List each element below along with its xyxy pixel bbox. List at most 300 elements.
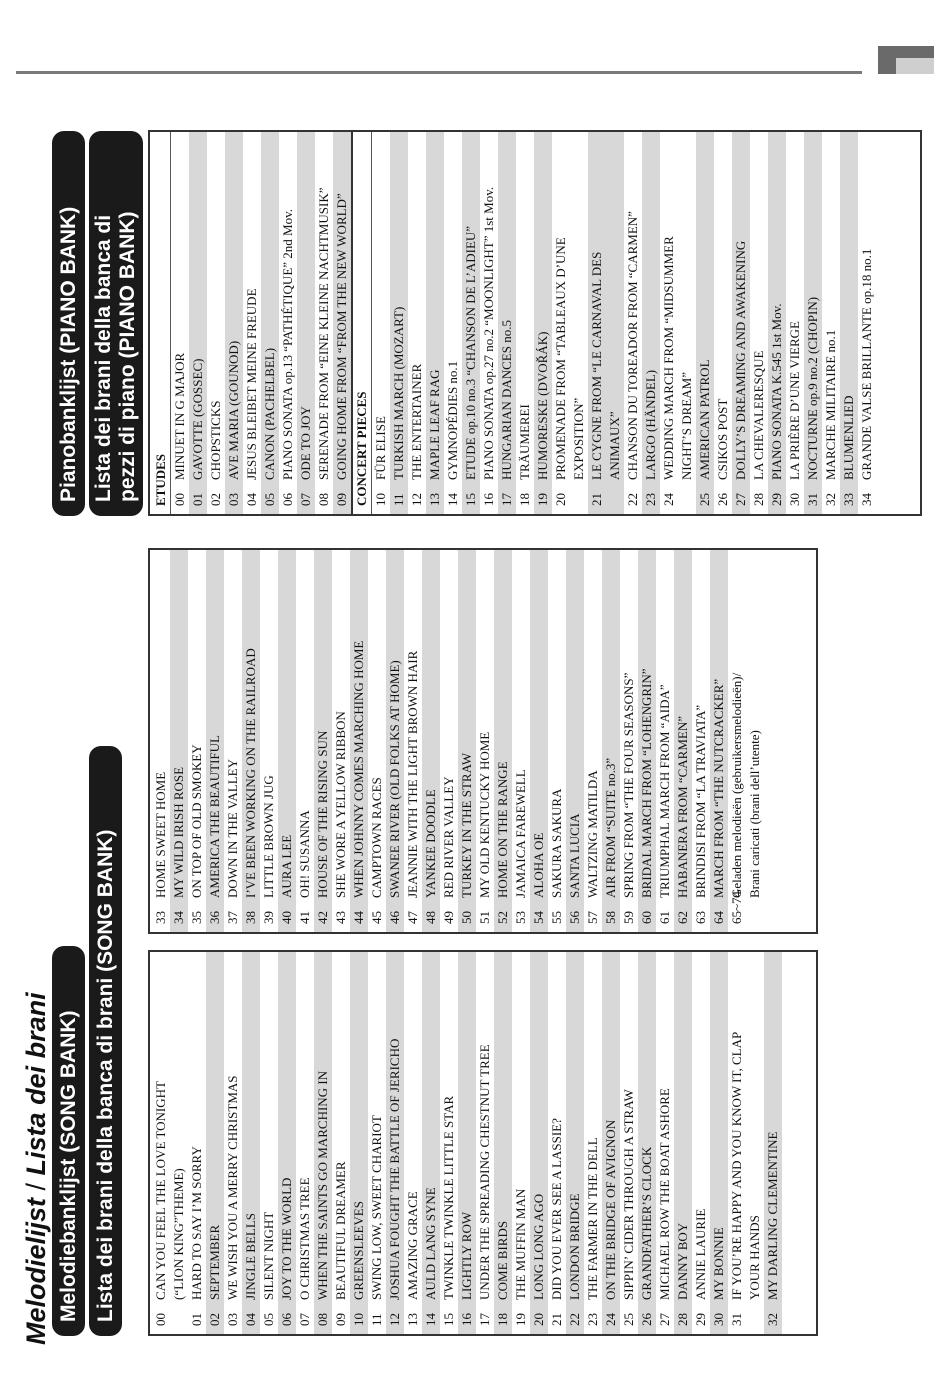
item-number: 37 bbox=[225, 911, 240, 924]
item-number: 44 bbox=[351, 911, 366, 924]
item-number bbox=[746, 1300, 764, 1334]
item-title: (“LION KING”THEME) bbox=[171, 1168, 186, 1300]
item-number: 51 bbox=[477, 911, 492, 924]
item-number: 14 bbox=[445, 493, 460, 506]
list-item bbox=[638, 550, 656, 932]
item-number: 04 bbox=[244, 493, 259, 506]
item-title: GAVOTTE (GOSSEC) bbox=[190, 358, 205, 480]
item-number: 07 bbox=[298, 493, 313, 506]
item-number: 03 bbox=[225, 1313, 240, 1326]
item-number: 34 bbox=[171, 911, 186, 924]
title-nl: Melodielijst bbox=[21, 1197, 51, 1345]
list-item bbox=[386, 952, 404, 1334]
list-item bbox=[674, 550, 692, 932]
piano-bank-header-it bbox=[89, 131, 143, 516]
song-bank-list-1 bbox=[152, 952, 782, 1334]
list-item bbox=[494, 952, 512, 1334]
list-item bbox=[746, 952, 764, 1334]
list-item bbox=[588, 132, 606, 514]
item-number: 12 bbox=[387, 1313, 402, 1326]
item-number: 13 bbox=[405, 1313, 420, 1326]
item-number bbox=[678, 480, 696, 514]
list-item bbox=[642, 132, 660, 514]
item-number: 00 bbox=[172, 493, 187, 506]
list-item bbox=[332, 550, 350, 932]
item-number: 20 bbox=[553, 493, 568, 506]
list-item bbox=[476, 952, 494, 1334]
item-title: SAKURA SAKURA bbox=[549, 788, 564, 898]
item-title: DID YOU EVER SEE A LASSIE? bbox=[549, 1118, 564, 1300]
list-item bbox=[530, 550, 548, 932]
item-number: 33 bbox=[841, 493, 856, 506]
item-title: GREENSLEEVES bbox=[351, 1201, 366, 1300]
list-item bbox=[476, 550, 494, 932]
list-item bbox=[750, 132, 768, 514]
item-title: CHANSON DU TOREADOR FROM “CARMEN” bbox=[625, 211, 640, 480]
item-title: SERENADE FROM “EINE KLEINE NACHTMUSIK” bbox=[316, 187, 331, 480]
corner-tab-light bbox=[896, 58, 934, 74]
list-item bbox=[822, 132, 840, 514]
item-title: MY WILD IRISH ROSE bbox=[171, 766, 186, 898]
list-item bbox=[692, 550, 710, 932]
item-number: 11 bbox=[391, 493, 406, 506]
list-item bbox=[314, 550, 332, 932]
item-title: PIANO SONATA op.13 “PATHÉTIQUE” 2nd Mov. bbox=[280, 209, 295, 480]
list-item bbox=[261, 132, 279, 514]
list-item bbox=[566, 952, 584, 1334]
item-number: 03 bbox=[226, 493, 241, 506]
item-title: O CHRISTMAS TREE bbox=[297, 1177, 312, 1300]
item-title: LE CYGNE FROM “LE CARNAVAL DES bbox=[589, 251, 604, 480]
item-title: Geladen melodieën (gebruikersmelodieën)/ bbox=[729, 672, 744, 898]
item-title: AMAZING GRACE bbox=[405, 1191, 420, 1300]
item-title: I’VE BEEN WORKING ON THE RAILROAD bbox=[243, 648, 258, 898]
item-title: SWANEE RIVER (OLD FOLKS AT HOME) bbox=[387, 660, 402, 898]
item-title: UNDER THE SPREADING CHESTNUT TREE bbox=[477, 1044, 492, 1300]
list-item bbox=[297, 132, 315, 514]
list-item bbox=[188, 550, 206, 932]
item-title: ON TOP OF OLD SMOKEY bbox=[189, 744, 204, 898]
list-item bbox=[333, 132, 351, 514]
item-number: 24 bbox=[661, 493, 676, 506]
item-title: NIGHT’S DREAM” bbox=[679, 372, 694, 480]
item-number: 28 bbox=[751, 493, 766, 506]
list-item bbox=[696, 132, 714, 514]
piano-etudes-list bbox=[171, 132, 351, 514]
list-item bbox=[498, 132, 516, 514]
item-title: ANIMAUX” bbox=[607, 411, 622, 480]
item-title: COME BIRDS bbox=[495, 1220, 510, 1300]
item-number: 41 bbox=[297, 911, 312, 924]
list-item bbox=[462, 132, 480, 514]
list-item bbox=[656, 952, 674, 1334]
item-title: WHEN THE SAINTS GO MARCHING IN bbox=[315, 1070, 330, 1300]
list-item bbox=[512, 550, 530, 932]
piano-bank-header-it-line1: Lista dei brani della banca di bbox=[92, 214, 115, 502]
song-bank-header-nl: Melodiebanklijst (SONG BANK) bbox=[52, 946, 85, 1336]
item-title: TWINKLE TWINKLE LITTLE STAR bbox=[441, 1095, 456, 1300]
list-item bbox=[620, 952, 638, 1334]
item-title: SIPPIN’ CIDER THROUGH A STRAW bbox=[621, 1089, 636, 1300]
title-it: Lista dei brani bbox=[21, 992, 51, 1176]
item-title: GRANDE VALSE BRILLANTE op.18 no.1 bbox=[859, 248, 874, 480]
list-item bbox=[207, 132, 225, 514]
item-number: 02 bbox=[208, 493, 223, 506]
section-etudes: ETUDES bbox=[152, 132, 171, 514]
list-item bbox=[534, 132, 552, 514]
list-item bbox=[243, 132, 261, 514]
item-title: MY OLD KENTUCKY HOME bbox=[477, 731, 492, 898]
item-number bbox=[606, 480, 624, 514]
item-number: 02 bbox=[207, 1313, 222, 1326]
list-item bbox=[584, 952, 602, 1334]
item-title: MARCH FROM “THE NUTCRACKER” bbox=[711, 678, 726, 898]
list-item bbox=[440, 550, 458, 932]
list-item bbox=[660, 132, 678, 514]
list-item bbox=[858, 132, 876, 514]
item-number: 01 bbox=[190, 493, 205, 506]
item-title: HUMORESKE (DVOŘÁK) bbox=[535, 331, 550, 480]
list-item bbox=[656, 550, 674, 932]
piano-bank-table bbox=[148, 130, 922, 516]
item-number: 25 bbox=[621, 1313, 636, 1326]
list-item bbox=[426, 132, 444, 514]
item-title: JINGLE BELLS bbox=[243, 1212, 258, 1300]
item-title: SWING LOW, SWEET CHARIOT bbox=[369, 1115, 384, 1300]
item-number: 16 bbox=[459, 1313, 474, 1326]
item-title: CSIKOS POST bbox=[715, 398, 730, 480]
item-title: MARCHE MILITAIRE no.1 bbox=[823, 329, 838, 480]
item-number: 13 bbox=[427, 493, 442, 506]
list-item bbox=[570, 132, 588, 514]
list-item bbox=[638, 952, 656, 1334]
piano-concert-list bbox=[372, 132, 876, 514]
item-title: RED RIVER VALLEY bbox=[441, 776, 456, 898]
piano-bank-header-it-line2: pezzi di piano (PIANO BANK) bbox=[116, 211, 139, 502]
item-number: 32 bbox=[823, 493, 838, 506]
item-number: 21 bbox=[589, 493, 604, 506]
item-number: 35 bbox=[189, 911, 204, 924]
list-item bbox=[152, 952, 170, 1334]
list-item bbox=[710, 550, 728, 932]
item-number: 18 bbox=[495, 1313, 510, 1326]
item-number: 26 bbox=[715, 493, 730, 506]
item-number bbox=[170, 1300, 188, 1334]
list-item bbox=[260, 550, 278, 932]
song-bank-table-2 bbox=[148, 548, 818, 934]
item-number: 12 bbox=[409, 493, 424, 506]
piano-bank-header bbox=[52, 116, 147, 516]
item-title: WE WISH YOU A MERRY CHRISTMAS bbox=[225, 1075, 240, 1300]
list-item bbox=[620, 550, 638, 932]
item-number: 46 bbox=[387, 911, 402, 924]
item-title: JEANNIE WITH THE LIGHT BROWN HAIR bbox=[405, 650, 420, 898]
item-title: TRIUMPHAL MARCH FROM “AIDA” bbox=[657, 684, 672, 898]
item-title: LIGHTLY ROW bbox=[459, 1211, 474, 1300]
item-number: 33 bbox=[153, 911, 168, 924]
item-title: ALOHA OE bbox=[531, 832, 546, 898]
item-title: JOSHUA FOUGHT THE BATTLE OF JERICHO bbox=[387, 1038, 402, 1300]
item-title: GRANDFATHER’S CLOCK bbox=[639, 1146, 654, 1300]
item-number: 19 bbox=[535, 493, 550, 506]
song-bank-table-1 bbox=[148, 950, 818, 1336]
item-number: 20 bbox=[531, 1313, 546, 1326]
item-title: YANKEE DOODLE bbox=[423, 789, 438, 898]
item-title: BEAUTIFUL DREAMER bbox=[333, 1161, 348, 1300]
song-bank-header bbox=[52, 716, 126, 1336]
item-number: 15 bbox=[463, 493, 478, 506]
list-item bbox=[584, 550, 602, 932]
item-title: Brani caricati (brani dell’utente) bbox=[747, 730, 762, 898]
item-title: ANNIE LAURIE bbox=[693, 1208, 708, 1300]
list-item bbox=[458, 550, 476, 932]
list-item bbox=[368, 550, 386, 932]
item-number: 09 bbox=[334, 493, 349, 506]
list-item bbox=[206, 952, 224, 1334]
section-concert-pieces: CONCERT PIECES bbox=[351, 132, 372, 514]
item-number: 42 bbox=[315, 911, 330, 924]
list-item bbox=[606, 132, 624, 514]
item-number: 06 bbox=[279, 1313, 294, 1326]
item-title: CAMPTOWN RACES bbox=[369, 777, 384, 898]
list-item bbox=[296, 550, 314, 932]
item-title: LA PRIÈRE D’UNE VIERGE bbox=[787, 320, 802, 480]
list-item bbox=[170, 550, 188, 932]
list-item bbox=[548, 952, 566, 1334]
item-title: CAN YOU FEEL THE LOVE TONIGHT bbox=[153, 1081, 168, 1300]
item-title: AIR FROM “SUITE no.3” bbox=[603, 757, 618, 898]
list-item bbox=[494, 550, 512, 932]
item-number: 36 bbox=[207, 911, 222, 924]
item-title: IF YOU’RE HAPPY AND YOU KNOW IT, CLAP bbox=[729, 1031, 744, 1300]
list-item bbox=[674, 952, 692, 1334]
list-item bbox=[512, 952, 530, 1334]
item-number: 32 bbox=[765, 1313, 780, 1326]
item-title: JESUS BLEIBET MEINE FREUDE bbox=[244, 288, 259, 480]
item-number bbox=[746, 898, 764, 932]
item-title: SILENT NIGHT bbox=[261, 1211, 276, 1300]
item-title: AULD LANG SYNE bbox=[423, 1187, 438, 1300]
item-title: AURA LEE bbox=[279, 834, 294, 898]
list-item bbox=[279, 132, 297, 514]
item-number: 17 bbox=[477, 1313, 492, 1326]
item-number: 26 bbox=[639, 1313, 654, 1326]
item-title: PIANO SONATA K.545 1st Mov. bbox=[769, 303, 784, 480]
item-title: SHE WORE A YELLOW RIBBON bbox=[333, 711, 348, 898]
list-item bbox=[170, 952, 188, 1334]
item-number: 61 bbox=[657, 911, 672, 924]
item-title: MINUET IN G MAJOR bbox=[172, 352, 187, 480]
list-item bbox=[602, 550, 620, 932]
item-title: NOCTURNE op.9 no.2 (CHOPIN) bbox=[805, 296, 820, 480]
item-number: 59 bbox=[621, 911, 636, 924]
list-item bbox=[368, 952, 386, 1334]
item-title: HOME ON THE RANGE bbox=[495, 761, 510, 898]
list-item bbox=[171, 132, 189, 514]
list-item bbox=[480, 132, 498, 514]
list-item bbox=[224, 550, 242, 932]
list-item bbox=[242, 550, 260, 932]
list-item bbox=[278, 952, 296, 1334]
item-title: MICHAEL ROW THE BOAT ASHORE bbox=[657, 1088, 672, 1300]
item-number: 64 bbox=[711, 911, 726, 924]
item-number: 30 bbox=[787, 493, 802, 506]
item-title: TURKISH MARCH (MOZART) bbox=[391, 306, 406, 480]
item-number: 10 bbox=[373, 493, 388, 506]
item-title: HOUSE OF THE RISING SUN bbox=[315, 730, 330, 898]
item-title: EXPOSITION” bbox=[571, 397, 586, 480]
item-title: HUNGARIAN DANCES no.5 bbox=[499, 320, 514, 480]
item-title: WALTZING MATILDA bbox=[585, 770, 600, 898]
list-item bbox=[840, 132, 858, 514]
list-item bbox=[714, 132, 732, 514]
item-number: 43 bbox=[333, 911, 348, 924]
item-number: 65~74 bbox=[729, 890, 744, 924]
item-number: 39 bbox=[261, 911, 276, 924]
item-title: BRINDISI FROM “LA TRAVIATA” bbox=[693, 704, 708, 898]
item-number: 49 bbox=[441, 911, 456, 924]
list-item bbox=[548, 550, 566, 932]
item-title: LARGO (HÄNDEL) bbox=[643, 369, 658, 480]
item-title: CANON (PACHELBEL) bbox=[262, 347, 277, 480]
item-number: 05 bbox=[261, 1313, 276, 1326]
item-title: HOME SWEET HOME bbox=[153, 771, 168, 898]
list-item bbox=[732, 132, 750, 514]
title-separator: / bbox=[21, 1175, 51, 1198]
item-number: 22 bbox=[625, 493, 640, 506]
item-number: 31 bbox=[729, 1313, 744, 1326]
list-item bbox=[314, 952, 332, 1334]
list-item bbox=[278, 550, 296, 932]
item-number: 53 bbox=[513, 911, 528, 924]
list-item bbox=[624, 132, 642, 514]
item-title: DOLLY’S DREAMING AND AWAKENING bbox=[733, 240, 748, 480]
list-item bbox=[372, 132, 390, 514]
list-item bbox=[189, 132, 207, 514]
item-number: 52 bbox=[495, 911, 510, 924]
item-title: SANTA LUCIA bbox=[567, 813, 582, 898]
list-item bbox=[350, 550, 368, 932]
item-number: 38 bbox=[243, 911, 258, 924]
item-number: 63 bbox=[693, 911, 708, 924]
item-number: 58 bbox=[603, 911, 618, 924]
item-number: 57 bbox=[585, 911, 600, 924]
list-item bbox=[804, 132, 822, 514]
item-title: WHEN JOHNNY COMES MARCHING HOME bbox=[351, 640, 366, 898]
item-number: 08 bbox=[316, 493, 331, 506]
item-title: THE FARMER IN THE DELL bbox=[585, 1137, 600, 1300]
item-title: AVE MARIA (GOUNOD) bbox=[226, 340, 241, 480]
item-title: TURKEY IN THE STRAW bbox=[459, 752, 474, 898]
item-number: 05 bbox=[262, 493, 277, 506]
list-item bbox=[444, 132, 462, 514]
list-item bbox=[530, 952, 548, 1334]
item-title: TRÄUMEREI bbox=[517, 404, 532, 480]
item-number bbox=[570, 480, 588, 514]
item-number: 30 bbox=[711, 1313, 726, 1326]
item-title: THE MUFFIN MAN bbox=[513, 1188, 528, 1300]
item-title: DOWN IN THE VALLEY bbox=[225, 758, 240, 898]
item-title: OH! SUSANNA bbox=[297, 810, 312, 898]
list-item bbox=[764, 952, 782, 1334]
list-item bbox=[422, 550, 440, 932]
item-title: THE ENTERTAINER bbox=[409, 363, 424, 480]
list-item bbox=[768, 132, 786, 514]
item-number: 47 bbox=[405, 911, 420, 924]
item-number: 31 bbox=[805, 493, 820, 506]
item-number: 22 bbox=[567, 1313, 582, 1326]
item-number: 24 bbox=[603, 1313, 618, 1326]
item-number: 48 bbox=[423, 911, 438, 924]
list-item bbox=[350, 952, 368, 1334]
song-bank-header-it: Lista dei brani della banca di brani (SONG BANK) bbox=[89, 746, 122, 1336]
item-number: 23 bbox=[643, 493, 658, 506]
list-item bbox=[602, 952, 620, 1334]
item-number: 28 bbox=[675, 1313, 690, 1326]
item-number: 00 bbox=[153, 1313, 168, 1326]
item-number: 04 bbox=[243, 1313, 258, 1326]
item-title: YOUR HANDS bbox=[747, 1215, 762, 1300]
list-item bbox=[296, 952, 314, 1334]
list-item bbox=[260, 952, 278, 1334]
item-title: ETUDE op.10 no.3 “CHANSON DE L’ADIEU” bbox=[463, 225, 478, 480]
list-item bbox=[332, 952, 350, 1334]
list-item bbox=[552, 132, 570, 514]
item-number: 25 bbox=[697, 493, 712, 506]
list-item bbox=[422, 952, 440, 1334]
item-title: MY BONNIE bbox=[711, 1227, 726, 1300]
item-title: MAPLE LEAF RAG bbox=[427, 369, 442, 480]
list-item bbox=[728, 550, 746, 932]
item-number: 15 bbox=[441, 1313, 456, 1326]
list-item bbox=[386, 550, 404, 932]
list-item bbox=[440, 952, 458, 1334]
item-number: 55 bbox=[549, 911, 564, 924]
item-title: AMERICAN PATROL bbox=[697, 359, 712, 480]
item-title: JAMAICA FAREWELL bbox=[513, 769, 528, 898]
piano-bank-header-nl: Pianobanklijst (PIANO BANK) bbox=[52, 131, 85, 516]
item-title: BLUMENLIED bbox=[841, 395, 856, 480]
item-number: 21 bbox=[549, 1313, 564, 1326]
item-number: 06 bbox=[280, 493, 295, 506]
item-title: ON THE BRIDGE OF AVIGNON bbox=[603, 1119, 618, 1300]
item-number: 27 bbox=[657, 1313, 672, 1326]
item-number: 54 bbox=[531, 911, 546, 924]
item-number: 29 bbox=[769, 493, 784, 506]
list-item bbox=[188, 952, 206, 1334]
list-item bbox=[516, 132, 534, 514]
item-number: 01 bbox=[189, 1313, 204, 1326]
item-title: AMERICA THE BEAUTIFUL bbox=[207, 735, 222, 898]
list-item bbox=[746, 550, 764, 932]
list-item bbox=[458, 952, 476, 1334]
item-number: 17 bbox=[499, 493, 514, 506]
list-item bbox=[728, 952, 746, 1334]
item-number: 50 bbox=[459, 911, 474, 924]
item-number: 16 bbox=[481, 493, 496, 506]
list-item bbox=[566, 550, 584, 932]
list-item bbox=[710, 952, 728, 1334]
item-title: MY DARLING CLEMENTINE bbox=[765, 1131, 780, 1300]
item-number: 08 bbox=[315, 1313, 330, 1326]
item-title: BRIDAL MARCH FROM “LOHENGRIN” bbox=[639, 668, 654, 898]
list-item bbox=[390, 132, 408, 514]
item-number: 11 bbox=[369, 1313, 384, 1326]
item-title: GOING HOME FROM “FROM THE NEW WORLD” bbox=[334, 193, 349, 480]
item-title: CHOPSTICKS bbox=[208, 400, 223, 480]
item-title: LA CHEVALERESQUE bbox=[751, 350, 766, 480]
item-number: 07 bbox=[297, 1313, 312, 1326]
